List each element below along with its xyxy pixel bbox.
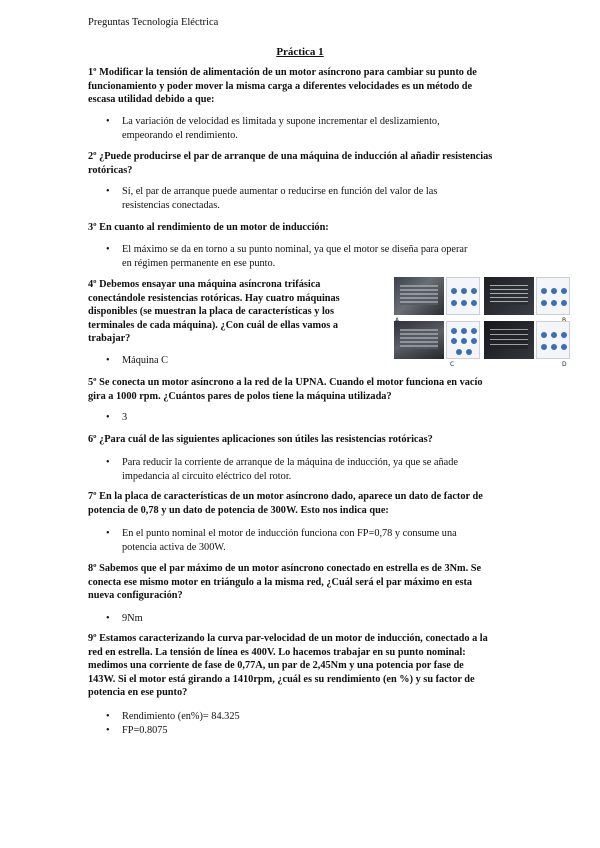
nameplate-photo bbox=[394, 321, 444, 359]
answer-6: • Para reducir la corriente de arranque de la máquina de inducción, ya que se añade impedancia al circuito eléctrico del rotor. bbox=[106, 457, 458, 482]
answer-2: • Sí, el par de arranque puede aumentar o reducirse en función del valor de las resistencias conectadas. bbox=[106, 186, 438, 211]
answer-4: • Máquina C bbox=[106, 355, 169, 366]
question-7: 7º En la placa de características de un motor asíncrono dado, aparece un dato de factor de potencia de 0,78 y un dato de potencia de 300W. Esto nos indica que: bbox=[88, 491, 483, 516]
answer-1: • La variación de velocidad es limitada y supone incrementar el deslizamiento, empeorando el rendimiento. bbox=[106, 116, 440, 141]
answer-8: • 9Nm bbox=[106, 613, 143, 624]
machine-panel-b bbox=[484, 277, 570, 319]
answer-3: • El máximo se da en torno a su punto nominal, ya que el motor se diseña para operar en régimen permanente en ese punto. bbox=[106, 244, 468, 269]
motor-nameplates-figure bbox=[394, 277, 570, 368]
page-title: Práctica 1 bbox=[276, 46, 324, 58]
answer-5: • 3 bbox=[106, 412, 128, 423]
terminal-board bbox=[446, 321, 480, 359]
terminal-board bbox=[536, 321, 570, 359]
machine-panel-c bbox=[394, 321, 480, 368]
question-2: 2º ¿Puede producirse el par de arranque de una máquina de inducción al añadir resistencias rotóricas? bbox=[88, 151, 493, 176]
question-5: 5º Se conecta un motor asíncrono a la red de la UPNA. Cuando el motor funciona en vacío gira a 1000 rpm. ¿Cuántos pares de polos tiene la máquina utilizada? bbox=[88, 377, 483, 402]
document-header: Preguntas Tecnología Eléctrica bbox=[88, 17, 219, 28]
question-8: 8º Sabemos que el par máximo de un motor asíncrono conectado en estrella es de 3Nm. Se conecta ese mismo motor en triángulo a la misma red, ¿Cuál será el par máximo en esta nueva configuración? bbox=[88, 563, 482, 602]
nameplate-photo bbox=[394, 277, 444, 315]
panel-letter: D bbox=[562, 361, 567, 368]
answer-7: • En el punto nominal el motor de inducción funciona con FP=0,78 y consume una potencia activa de 300W. bbox=[106, 528, 457, 553]
question-1: 1º Modificar la tensión de alimentación de un motor asíncrono para cambiar su punto de funcionamiento y poder mover la misma carga a diferentes velocidades es un método de escasa utilidad debido a que: bbox=[88, 67, 477, 106]
terminal-board bbox=[446, 277, 480, 315]
answer-9-efficiency: • Rendimiento (en%)= 84.325 bbox=[106, 711, 240, 722]
answer-9-power-factor: • FP=0.8075 bbox=[106, 725, 168, 736]
machine-panel-d bbox=[484, 321, 570, 368]
nameplate-photo bbox=[484, 277, 534, 315]
machine-panel-a bbox=[394, 277, 480, 319]
question-3: 3º En cuanto al rendimiento de un motor de inducción: bbox=[88, 222, 329, 233]
question-9: 9º Estamos caracterizando la curva par-velocidad de un motor de inducción, conectado a la red en estrella. La tensión de línea es 400V. Lo hacemos trabajar en su punto nominal: medimos una corriente de fase de 0,77A, un par de 2,45Nm y una potencia por fase de 143W. Si el motor está girando a 1410rpm, ¿cuál es su rendimiento (en %) y su factor de potencia en ese punto? bbox=[88, 633, 488, 699]
nameplate-photo bbox=[484, 321, 534, 359]
question-6: 6º ¿Para cuál de las siguientes aplicaciones son útiles las resistencias rotóricas? bbox=[88, 434, 433, 445]
question-4: 4º Debemos ensayar una máquina asíncrona trifásica conectándole resistencias rotóricas. Hay cuatro máquinas disponibles (se muestran la placa de características y los terminales de cada máquina). ¿Con cuál de ellas vamos a trabajar? bbox=[88, 279, 340, 345]
panel-letter: C bbox=[450, 361, 455, 368]
terminal-board bbox=[536, 277, 570, 315]
